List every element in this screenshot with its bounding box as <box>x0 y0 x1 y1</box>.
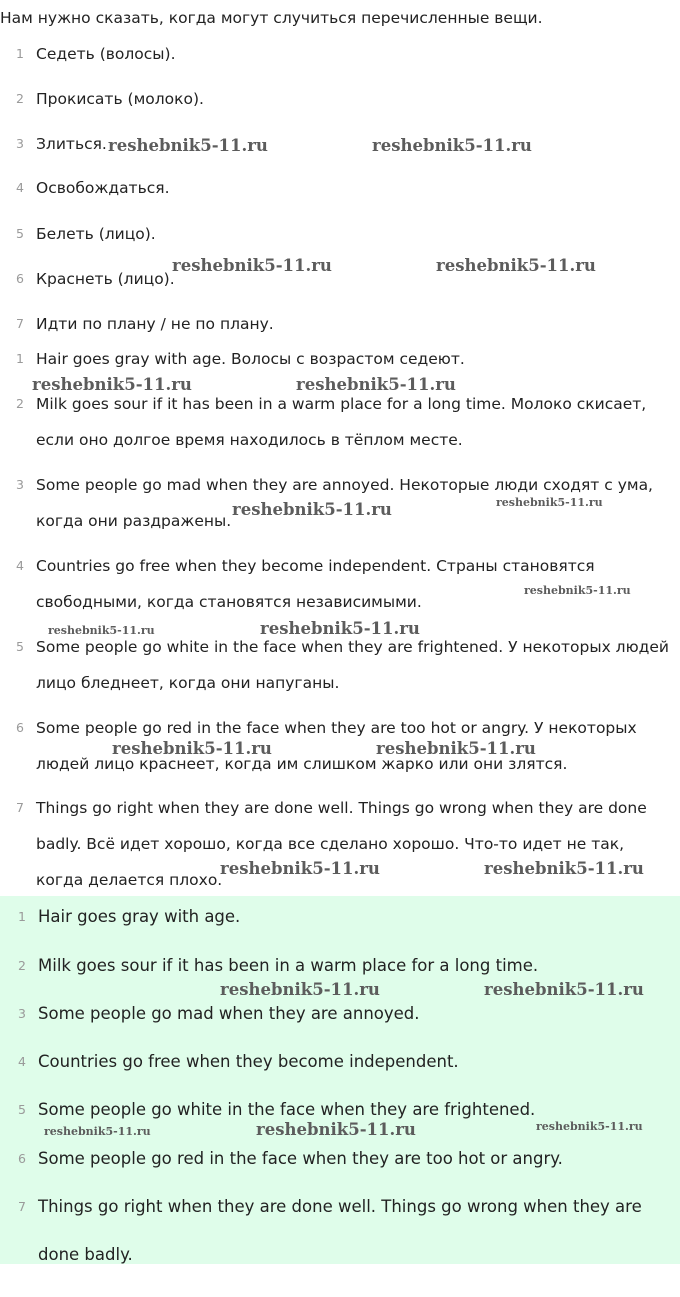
item-number: 2 <box>16 91 24 106</box>
item-text: Things go right when they are done well. Things go wrong when they are done badly. <box>38 1197 642 1264</box>
item-text: Countries go free when they become independent. Страны становятся свободными, когда становятся независимыми. <box>36 557 595 611</box>
item-text: Идти по плану / не по плану. <box>36 315 274 333</box>
intro-text: Нам нужно сказать, когда могут случиться перечисленные вещи. <box>0 9 543 27</box>
item-number: 3 <box>18 1006 26 1021</box>
watermark: reshebnik5-11.ru <box>524 584 631 597</box>
item-text: Milk goes sour if it has been in a warm place for a long time. <box>38 956 539 975</box>
item-text: Hair goes gray with age. <box>38 907 241 926</box>
item-text: Some people go white in the face when they are frightened. <box>38 1100 536 1119</box>
watermark: reshebnik5-11.ru <box>484 859 644 878</box>
item-number: 5 <box>16 226 24 241</box>
item-text: Освобождаться. <box>36 179 170 197</box>
item-text: Some people go mad when they are annoyed. <box>38 1004 420 1023</box>
item-text: Some people go white in the face when they are frightened. У некоторых людей лицо бледнеет, когда они напуганы. <box>36 638 669 692</box>
watermark: reshebnik5-11.ru <box>112 739 272 758</box>
item-number: 4 <box>16 180 24 195</box>
item-text: Things go right when they are done well. Things go wrong when they are done badly. Всё идет хорошо, когда все сделано хорошо. Что-то идет не так, когда делается плохо. <box>36 799 647 889</box>
item-text: Hair goes gray with age. Волосы с возрастом седеют. <box>36 350 465 368</box>
watermark: reshebnik5-11.ru <box>232 500 392 519</box>
watermark: reshebnik5-11.ru <box>484 980 644 999</box>
item-text: Краснеть (лицо). <box>36 270 175 288</box>
item-number: 6 <box>18 1151 26 1166</box>
item-number: 2 <box>16 396 24 411</box>
watermark: reshebnik5-11.ru <box>220 980 380 999</box>
watermark: reshebnik5-11.ru <box>220 859 380 878</box>
watermark: reshebnik5-11.ru <box>172 256 332 275</box>
watermark: reshebnik5-11.ru <box>260 619 420 638</box>
item-number: 3 <box>16 136 24 151</box>
item-number: 1 <box>18 909 26 924</box>
item-number: 5 <box>18 1102 26 1117</box>
item-text: Some people go mad when they are annoyed. Некоторые люди сходят с ума, когда они раздражены. <box>36 476 653 530</box>
item-number: 4 <box>16 558 24 573</box>
watermark: reshebnik5-11.ru <box>372 136 532 155</box>
watermark: reshebnik5-11.ru <box>496 496 603 509</box>
item-text: Прокисать (молоко). <box>36 90 204 108</box>
item-text: Some people go red in the face when they are too hot or angry. <box>38 1149 563 1168</box>
item-text: Countries go free when they become independent. <box>38 1052 459 1071</box>
watermark: reshebnik5-11.ru <box>48 624 155 637</box>
watermark: reshebnik5-11.ru <box>256 1120 416 1139</box>
item-number: 4 <box>18 1054 26 1069</box>
item-number: 6 <box>16 720 24 735</box>
item-number: 1 <box>16 46 24 61</box>
item-number: 7 <box>16 316 24 331</box>
item-text: Злиться. <box>36 135 107 153</box>
item-number: 7 <box>18 1199 26 1214</box>
item-text: Седеть (волосы). <box>36 45 176 63</box>
watermark: reshebnik5-11.ru <box>44 1125 151 1138</box>
watermark: reshebnik5-11.ru <box>108 136 268 155</box>
watermark: reshebnik5-11.ru <box>376 739 536 758</box>
item-number: 2 <box>18 958 26 973</box>
item-text: Milk goes sour if it has been in a warm place for a long time. Молоко скисает, если оно долгое время находилось в тёплом месте. <box>36 395 647 449</box>
item-number: 6 <box>16 271 24 286</box>
item-number: 5 <box>16 639 24 654</box>
watermark: reshebnik5-11.ru <box>32 375 192 394</box>
watermark: reshebnik5-11.ru <box>536 1120 643 1133</box>
watermark: reshebnik5-11.ru <box>296 375 456 394</box>
item-number: 7 <box>16 800 24 815</box>
item-number: 3 <box>16 477 24 492</box>
watermark: reshebnik5-11.ru <box>436 256 596 275</box>
item-number: 1 <box>16 351 24 366</box>
item-text: Белеть (лицо). <box>36 225 156 243</box>
item-text: Some people go red in the face when they are too hot or angry. У некоторых людей лицо краснеет, когда им слишком жарко или они злятся. <box>36 719 637 773</box>
